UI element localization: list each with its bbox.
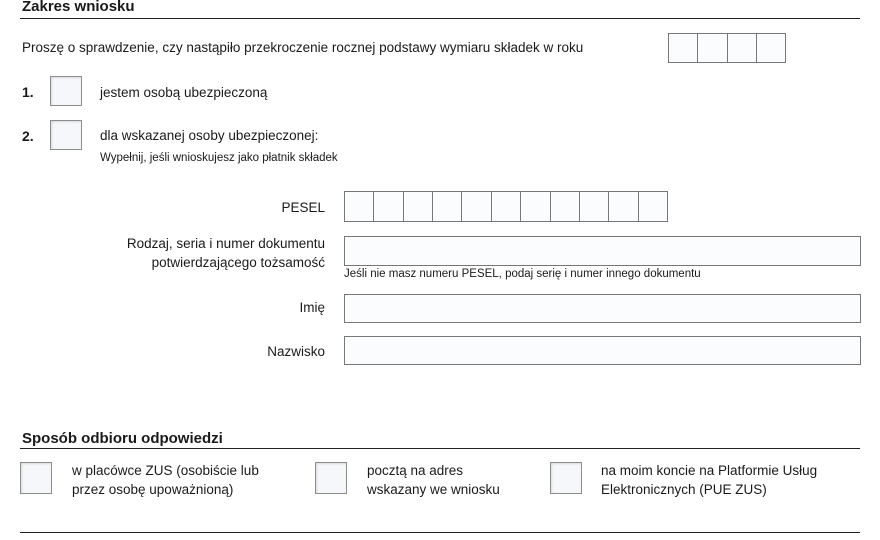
- pesel-input[interactable]: [344, 191, 668, 222]
- year-digit-cell[interactable]: [728, 34, 757, 62]
- section-title-delivery: Sposób odbioru odpowiedzi: [22, 430, 223, 447]
- first-name-label: Imię: [299, 300, 325, 315]
- delivery-option-branch-line2: przez osobę upoważnioną): [72, 482, 234, 497]
- delivery-option-branch-label: [72, 461, 259, 499]
- option-2-label: dla wskazanej osoby ubezpieczonej:: [100, 128, 319, 143]
- section-rule: [20, 448, 860, 449]
- delivery-option-post-line2: wskazany we wniosku: [367, 482, 500, 497]
- pesel-digit-cell[interactable]: [492, 192, 521, 221]
- delivery-option-pue-checkbox[interactable]: [550, 462, 582, 494]
- delivery-option-pue-line2: Elektronicznych (PUE ZUS): [601, 482, 767, 497]
- pesel-digit-cell[interactable]: [551, 192, 580, 221]
- document-label-line2: potwierdzającego tożsamość: [151, 255, 325, 270]
- delivery-option-post-checkbox[interactable]: [315, 462, 347, 494]
- year-digit-cell[interactable]: [669, 34, 698, 62]
- pesel-digit-cell[interactable]: [580, 192, 609, 221]
- option-1-checkbox[interactable]: [50, 76, 82, 106]
- pesel-digit-cell[interactable]: [433, 192, 462, 221]
- delivery-option-pue-line1: na moim koncie na Platformie Usług: [601, 463, 818, 478]
- year-request-text: Proszę o sprawdzenie, czy nastąpiło przekroczenie rocznej podstawy wymiaru składek w roku: [22, 40, 584, 55]
- pesel-digit-cell[interactable]: [345, 192, 374, 221]
- last-name-label: Nazwisko: [267, 344, 325, 359]
- last-name-input[interactable]: [344, 336, 861, 365]
- pesel-digit-cell[interactable]: [374, 192, 403, 221]
- delivery-option-branch-line1: w placówce ZUS (osobiście lub: [72, 463, 259, 478]
- delivery-option-branch-checkbox[interactable]: [20, 462, 52, 494]
- option-2-number: 2.: [22, 128, 34, 144]
- section-title-scope: Zakres wniosku: [22, 0, 135, 15]
- year-digit-cell[interactable]: [757, 34, 786, 62]
- option-2-hint: Wypełnij, jeśli wnioskujesz jako płatnik składek: [100, 152, 338, 164]
- delivery-option-post-line1: pocztą na adres: [367, 463, 464, 478]
- pesel-digit-cell[interactable]: [462, 192, 491, 221]
- option-1-label: jestem osobą ubezpieczoną: [100, 85, 268, 100]
- document-hint: Jeśli nie masz numeru PESEL, podaj serię i numer innego dokumentu: [344, 268, 701, 280]
- pesel-digit-cell[interactable]: [404, 192, 433, 221]
- pesel-digit-cell[interactable]: [609, 192, 638, 221]
- section-rule: [20, 18, 860, 19]
- bottom-rule: [20, 532, 860, 533]
- year-input[interactable]: [668, 33, 786, 63]
- pesel-digit-cell[interactable]: [639, 192, 668, 221]
- pesel-digit-cell[interactable]: [521, 192, 550, 221]
- first-name-input[interactable]: [344, 294, 861, 323]
- document-label-line1: Rodzaj, seria i numer dokumentu: [126, 236, 325, 251]
- document-number-input[interactable]: [344, 236, 861, 266]
- option-2-checkbox[interactable]: [50, 120, 82, 150]
- year-digit-cell[interactable]: [698, 34, 727, 62]
- option-1-number: 1.: [22, 84, 34, 100]
- pesel-label: PESEL: [281, 200, 325, 215]
- delivery-option-post-label: [367, 461, 500, 499]
- delivery-option-pue-label: [601, 461, 817, 499]
